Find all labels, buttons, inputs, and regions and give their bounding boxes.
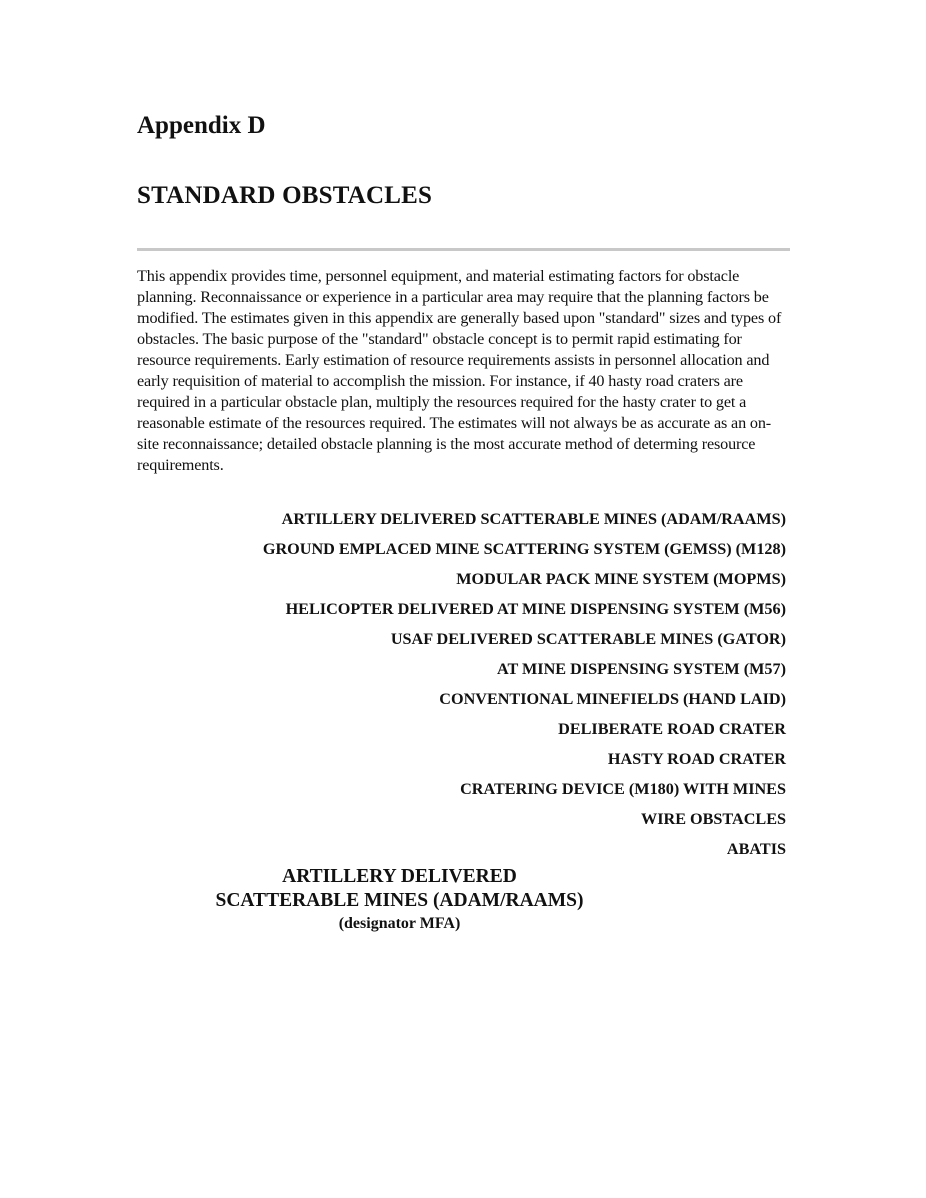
toc-item-abatis[interactable]: ABATIS: [726, 840, 786, 858]
toc-item-gemss[interactable]: GROUND EMPLACED MINE SCATTERING SYSTEM (GEMSS) (M128): [262, 540, 786, 558]
section-designator: (designator MFA): [338, 915, 461, 932]
toc-item-cratering-device[interactable]: CRATERING DEVICE (M180) WITH MINES: [460, 780, 786, 798]
toc-item-m57[interactable]: AT MINE DISPENSING SYSTEM (M57): [496, 660, 786, 678]
toc-item-conventional-minefields[interactable]: CONVENTIONAL MINEFIELDS (HAND LAID): [439, 690, 786, 708]
obstacle-contents-list: [263, 504, 786, 864]
page-title: STANDARD OBSTACLES: [137, 182, 433, 209]
toc-item-wire-obstacles[interactable]: WIRE OBSTACLES: [641, 810, 786, 828]
appendix-label: Appendix D: [137, 112, 266, 139]
toc-item-gator[interactable]: USAF DELIVERED SCATTERABLE MINES (GATOR): [390, 630, 786, 648]
toc-item-hasty-road-crater[interactable]: HASTY ROAD CRATER: [607, 750, 786, 768]
toc-item-deliberate-road-crater[interactable]: DELIBERATE ROAD CRATER: [558, 720, 786, 738]
section-heading: [137, 865, 792, 935]
section-heading-line-1: ARTILLERY DELIVERED: [282, 866, 517, 887]
toc-item-m56[interactable]: HELICOPTER DELIVERED AT MINE DISPENSING SYSTEM (M56): [285, 600, 786, 618]
section-heading-line-2: SCATTERABLE MINES (ADAM/RAAMS): [215, 890, 584, 911]
toc-item-mopms[interactable]: MODULAR PACK MINE SYSTEM (MOPMS): [456, 570, 786, 588]
toc-item-adam-raams[interactable]: ARTILLERY DELIVERED SCATTERABLE MINES (ADAM/RAAMS): [281, 510, 786, 528]
title-divider: [137, 248, 790, 251]
intro-paragraph: This appendix provides time, personnel equipment, and material estimating factors for obstacle planning. Reconnaissance or experience in a particular area may require that the planning factors be modified. The estimates given in this appendix are generally based upon "standard" sizes and types of obstacles. The basic purpose of the "standard" obstacle concept is to permit rapid estimating for resource requirements. Early estimation of resource requirements assists in personnel allocation and early requisition of material to accomplish the mission. For instance, if 40 hasty road craters are required in a particular obstacle plan, multiply the resources required for the hasty crater to get a reasonable estimate of the resources required. The estimates will not always be as accurate as an on-site reconnaissance; detailed obstacle planning is the most accurate method of determing resource requirements.: [137, 267, 782, 474]
